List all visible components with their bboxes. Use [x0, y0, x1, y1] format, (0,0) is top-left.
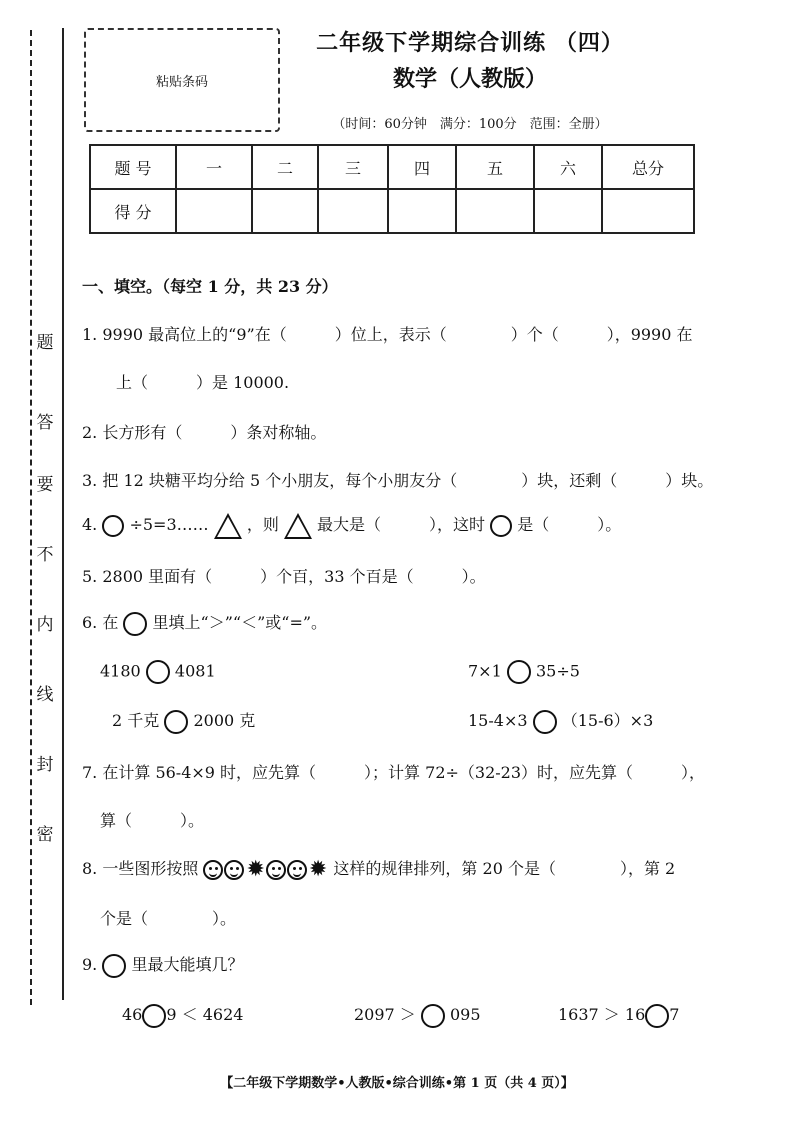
question-2: 2. 长方形有（ ）条对称轴。: [82, 423, 327, 442]
question-3: 3. 把 12 块糖平均分给 5 个小朋友，每个小朋友分（ ）块，还剩（ ）块。: [82, 471, 714, 490]
page-title: 二年级下学期综合训练 （四）: [316, 30, 624, 56]
score-entry[interactable]: [176, 189, 252, 233]
question-8-line-2: 个是（ ）。: [100, 909, 237, 928]
compare-left: 15-4×3: [468, 711, 528, 730]
smiley-icon: [266, 860, 286, 880]
fill-right: 7: [669, 1005, 680, 1024]
compare-item: [112, 708, 255, 734]
score-cell: 四: [388, 145, 456, 189]
question-1-line-2: 上（ ）是 10000.: [116, 373, 290, 392]
seal-char: 要: [36, 475, 54, 495]
question-6: [82, 610, 327, 636]
smiley-icon: [224, 860, 244, 880]
smiley-icon: [287, 860, 307, 880]
seal-char: 不: [36, 545, 54, 565]
score-row-label: 得 分: [90, 189, 176, 233]
fill-right: 095: [450, 1005, 481, 1024]
fill-right: 9 ＜ 4624: [166, 1005, 244, 1024]
fill-circle[interactable]: [421, 1004, 445, 1028]
question-number: 9.: [82, 955, 98, 974]
score-table-score-row: [90, 189, 694, 233]
score-table-header-row: [90, 145, 694, 189]
compare-left: 4180: [100, 661, 141, 681]
circle-icon: [123, 612, 147, 636]
seal-char: 线: [36, 685, 54, 705]
question-9-text: 里最大能填几？: [131, 955, 244, 974]
barcode-area: [84, 28, 280, 132]
score-cell: 一: [176, 145, 252, 189]
score-entry[interactable]: [534, 189, 602, 233]
barcode-label: 粘贴条码: [155, 74, 208, 90]
exam-info: （时间：60分钟 满分：100分 范围：全册）: [332, 117, 608, 132]
seal-char: 题: [36, 333, 54, 353]
circle-icon: [102, 954, 126, 978]
question-4-max: 最大是（ ），这时: [317, 515, 486, 534]
question-8: [82, 856, 675, 881]
score-cell: 总分: [602, 145, 694, 189]
fill-item: [122, 1002, 243, 1028]
question-4-operation: ÷5=3……: [129, 515, 209, 534]
fill-item: [558, 1002, 679, 1028]
seal-char: 答: [36, 413, 54, 433]
compare-circle[interactable]: [146, 660, 170, 684]
question-8-pre: 8. 一些图形按照: [82, 859, 199, 878]
score-cell: 五: [456, 145, 534, 189]
score-entry[interactable]: [456, 189, 534, 233]
seal-char: 密: [36, 825, 54, 845]
compare-left: 7×1: [468, 661, 502, 681]
question-4-then: ，则: [246, 515, 279, 534]
score-entry[interactable]: [252, 189, 318, 233]
compare-right: 2000 克: [193, 711, 256, 730]
binding-dashed-line: [30, 30, 32, 1005]
section-heading: 一、填空。（每空 1 分，共 23 分）: [82, 277, 338, 296]
compare-circle[interactable]: [164, 710, 188, 734]
score-cell: 二: [252, 145, 318, 189]
fill-item: [354, 1002, 481, 1028]
score-cell: 题 号: [90, 145, 176, 189]
triangle-icon: [214, 513, 242, 539]
circle-icon: [102, 515, 124, 537]
fill-left: 2097 ＞: [354, 1005, 416, 1024]
compare-item: [468, 660, 580, 684]
compare-right: 35÷5: [535, 661, 580, 681]
question-5: 5. 2800 里面有（ ）个百，33 个百是（ ）。: [82, 567, 486, 586]
question-4: [82, 512, 621, 539]
sun-icon: ✹: [308, 856, 328, 882]
smiley-icon: [203, 860, 223, 880]
compare-right: （15-6）×3: [561, 711, 654, 730]
question-7-line-2: 算（ ）。: [100, 811, 205, 830]
score-cell: 六: [534, 145, 602, 189]
compare-circle[interactable]: [507, 660, 531, 684]
score-entry[interactable]: [388, 189, 456, 233]
fill-left: 1637 ＞ 16: [558, 1005, 646, 1024]
page-footer: 【二年级下学期数学•人教版•综合训练•第 1 页（共 4 页）】: [220, 1076, 574, 1091]
triangle-icon: [284, 513, 312, 539]
score-table: [89, 144, 695, 234]
score-entry[interactable]: [318, 189, 388, 233]
score-entry[interactable]: [602, 189, 694, 233]
question-4-tail: 是（ ）。: [517, 515, 622, 534]
compare-circle[interactable]: [533, 710, 557, 734]
question-1-line-1: 1. 9990 最高位上的“9”在（ ）位上，表示（ ）个（ ），9990 在: [82, 325, 693, 344]
compare-right: 4081: [174, 661, 216, 681]
compare-left: 2 千克: [112, 711, 160, 730]
fill-circle[interactable]: [645, 1004, 669, 1028]
question-6-pre: 6. 在: [82, 613, 119, 632]
question-7-line-1: 7. 在计算 56-4×9 时，应先算（ ）；计算 72÷（32-23）时，应先算（ ），: [82, 763, 706, 782]
fill-left: 46: [122, 1005, 143, 1024]
sun-icon: ✹: [246, 856, 265, 882]
page-subtitle: 数学（人教版）: [392, 66, 547, 92]
question-number: 4.: [82, 515, 98, 534]
question-8-post: 这样的规律排列，第 20 个是（ ），第 2: [333, 859, 676, 878]
compare-item: [100, 660, 216, 684]
question-6-post: 里填上“＞”“＜”或“=”。: [152, 613, 328, 632]
seal-char: 封: [36, 755, 54, 775]
fill-circle[interactable]: [142, 1004, 166, 1028]
score-cell: 三: [318, 145, 388, 189]
binding-solid-line: [62, 28, 64, 1000]
compare-item: [468, 708, 653, 734]
question-9: [82, 952, 243, 978]
circle-icon: [490, 515, 512, 537]
seal-char: 内: [36, 615, 54, 635]
